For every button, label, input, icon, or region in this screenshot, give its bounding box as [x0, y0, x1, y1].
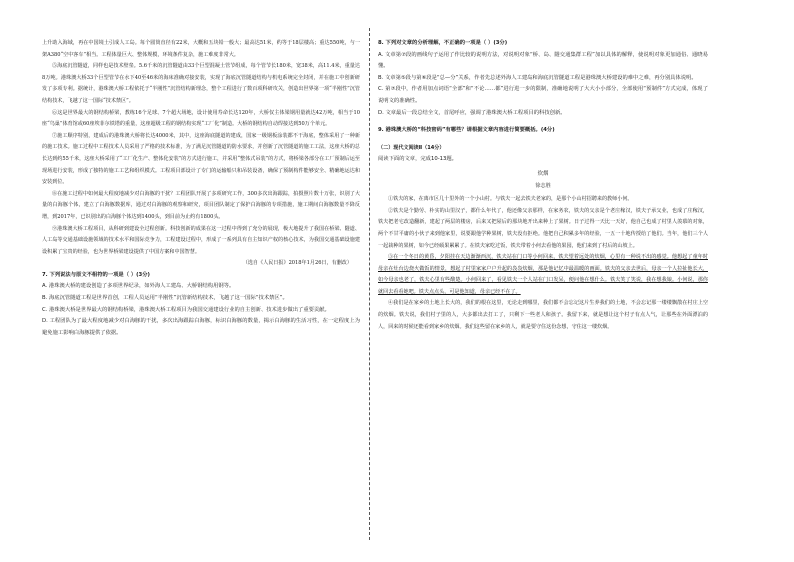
option-b: B. 海底沉管隧道工程是世界首创，工程人员运用“半刚性”沉管新结构技术，飞越了这一国际“技术禁区”。: [42, 295, 288, 302]
question-9: 9. 港珠澳大桥的“科技密码”有哪些？请根据文章内容进行简要概括。(4分): [378, 127, 555, 134]
option-a: A. 港珠澳大桥的建设创造了多项世界纪录，如外海人工建岛、大桥钢结构用钢等。: [42, 283, 235, 290]
option-d: D. 文章最后一段总结全文，首尾呼应，强调了港珠澳大桥工程项目的科技创新。: [378, 109, 566, 116]
paragraph: ⑤海底沉管隧道，同样也是技术壁垒。5.6千米的沉管隧道由33个巨型混凝土管节组成，每个管节长180米，宽38米，高11.4米，重量达8万吨。港珠澳大桥33个巨型管节在水下40至46米的海床准确对接安装，实现了海底沉管隧道结构与机电系统完全封闭，并在施工中创新研发了多项专利。据统计，港珠澳大桥工程依托于“半刚性”沉管结构新理念，整个工程进行了数百项科研攻关，创造出世界第一项“半刚性”沉管结构技术，飞越了这一国际“技术禁区”。: [42, 63, 360, 104]
question-7: 7. 下列说法与原文不相符的一项是（ ）(3分): [42, 271, 150, 278]
paragraph: ⑦施工顺序特别，建成后的港珠澳大桥将长达4000米，其中，这座海底隧道的建成，国家一级钢板涂装都不干海底，整体采用了一种新的施工技术。施工过程中工程技术人员采用了严格的技术标准，为了满足沉管隧道的防水要求，并创新了沉管隧道的施工工法，这座大桥的总长达到约55千米，这座大桥采用了“工厂化生产、整体化安装”的方式进行施工，并采用“整体式吊装”的方式，将桥梁各部分在工厂预制后运至现场进行安装，形成了独特的施工工艺和组织模式。工程项目部设计了专门的运输船只和吊装设备，确保了预制构件能够安全、精确地运达和安装到位。: [42, 132, 360, 186]
paragraph: ②铁夫是个勤劳、朴实的山里汉子，都什么年代了，他还像父亲那样，在家务农，铁夫的父亲是个老庄稼汉，铁夫子承父业，也成了庄稼汉，铁夫把老宅改造翻新，建起了两层的楼房，后来又把屋后的那块地开出来种上了果树。日子过得一天比一天好，他自己也成了村里人羡慕的对象，两个不甘平庸的小伙子来到他家里，说要跟他学种果树，铁夫没有拒绝。他把自己积累多年的经验，一五一十地传授给了他们。当年，他们三个人一起栽种的果树，如今已经硕果累累了。在铁夫家吃过饭，铁夫带着小何去看他的果园，他们来到了村后的山坡上。: [378, 207, 708, 249]
option-d: D. 工程团队为了最大程度地减少对白海豚的干扰，多次出海跟踪白海豚，标识白海豚的数量，揭示白海豚的生活习性，在一定程度上为避免施工影响白海豚提供了依据。: [42, 318, 360, 336]
paragraph: ⑥这是世界最大的钢结构桥梁，教练16个足球、7个超大场地，设计使用寿命长达120年，大桥仅主体梁钢用量就达42万吨，相当于10座“鸟巢”体育馆或60座埃菲尔铁塔的重量，这座超级工程的钢结构实现“工厂化”制造。大桥的钢结构自动焊接达到50万个单元。: [42, 109, 360, 128]
right-column: [378, 38, 708, 333]
option-a: A. 文章第⑦段的画线句子运用了作比较的说明方法，对说明对象“桥、岛、隧交通集群工程”加以具体的解释，使说明对象更加通俗、通晓易懂。: [378, 51, 708, 70]
paragraph: ⑨港珠澳大桥工程项目，从科研到建设全过程创新。科技创新的成果在这一过程中得到了充分的展现，极大地提升了我国在桥梁、隧道、人工岛等交通基础设施领域的技术水平和国际竞争力，工程建设过程中，形成了一系列具有自主知识产权的核心技术，为我国交通基础设施建设积累了宝贵的经验，也为世界桥梁建设提供了中国方案和中国智慧。: [42, 225, 360, 255]
option-b: B. 文章第⑤段与第⑥段是“总—分”关系，作者先总述外海人工建岛和海底沉管隧道工程是港珠澳大桥建设的难中之难，再分别具体说明。: [378, 74, 697, 81]
instructions: 阅读下面的文章，完成10-13题。: [378, 156, 457, 163]
paragraph: ①铁夫的家，在离市区几十里外的一个小山村。与铁夫一起去铁夫老家的，是那个小山村招聘来的教师小何。: [388, 196, 633, 203]
column-divider: [369, 28, 370, 540]
paragraph: ④我们是在家乡的土地上长大的，我们的根在这里，无论走到哪里，我们都不会忘记这片生养我们的土地，不会忘记那一缕缕飘散在村庄上空的炊烟。铁夫说，我们村子里的人，大多都出去打工了，只剩下一些老人和孩子。我留下来，就是想让这个村子有点人气，让那些在外面漂泊的人，回来的时候还能看到家乡的炊烟。我们这些留在家乡的人，就是要守住这份念想，守住这一缕炊烟。: [378, 300, 708, 330]
passage-author: 徐志胜: [535, 182, 551, 189]
underlined-paragraph: ③在一个冬日的黄昏，夕阳挂在天边渐渐西沉，铁夫站在门口等小何回来，铁夫望着远处的炊烟，心里有一种说不出的感觉。他想起了童年时母亲在灶台边烧火做饭的情景，想起了村里家家户户升起的袅袅炊烟，那是他记忆中最温暖的画面。铁夫的父亲去世后，母亲一个人拉扯他长大，如今母亲也老了，铁夫心里有些酸楚。小何回来了，看见铁夫一个人站在门口发呆，便问他在想什么。铁夫笑了笑说，我在想我娘。小何说，那你就回去看看她吧。铁夫点点头，可是他知道，母亲已经不在了。: [378, 254, 708, 295]
paragraph: ⑧在施工过程中如何最大程度地减少对白海豚的干扰？工程团队开展了多项研究工作，300多次出海跟踪，拍摄照片数十万张，识别了大量的白海豚个体，建立了白海豚数据库，通过对白海豚的观察和研究，项目团队制定了保护白海豚的专项措施，施工期间白海豚数量不降反增，到2017年，已识别出的白海豚个体达到1400头，到目前为止约有1800头。: [42, 190, 360, 220]
source-citation: （选自《人民日报》2018年1月26日，有删改）: [242, 260, 352, 267]
paragraph: 上升助入海域，再在中国境土引成人工岛。每个圆筒直径有22米，大概和五块铅一般大；最高达51米，约等于18层楼高；重达550吨，与一架A380“空中客车”相当。工程体量巨大、整体规模，环境条件复杂，施工难度非常大。: [42, 40, 360, 58]
passage-title: 炊烟: [537, 170, 549, 177]
section-heading: （二）现代文阅读Ⅱ（14分）: [378, 144, 445, 151]
question-8: 8. 下列对文章的分析理解，不正确的一项是（ ）(3分): [378, 40, 508, 46]
option-c: C. 第⑦段中，作者用加点词语“全部”和“不论……都”进行进一步的限制，准确地说明了大大小小部分，全部使用“预制件”方式完成，体现了说明文的准确性。: [378, 86, 708, 104]
option-c: C. 港珠澳大桥是世界最大的钢结构桥梁，港珠澳大桥工程项目为我国交通建设行业的自主创新、技术进步做出了重要贡献。: [42, 306, 330, 313]
left-column: [42, 38, 360, 339]
